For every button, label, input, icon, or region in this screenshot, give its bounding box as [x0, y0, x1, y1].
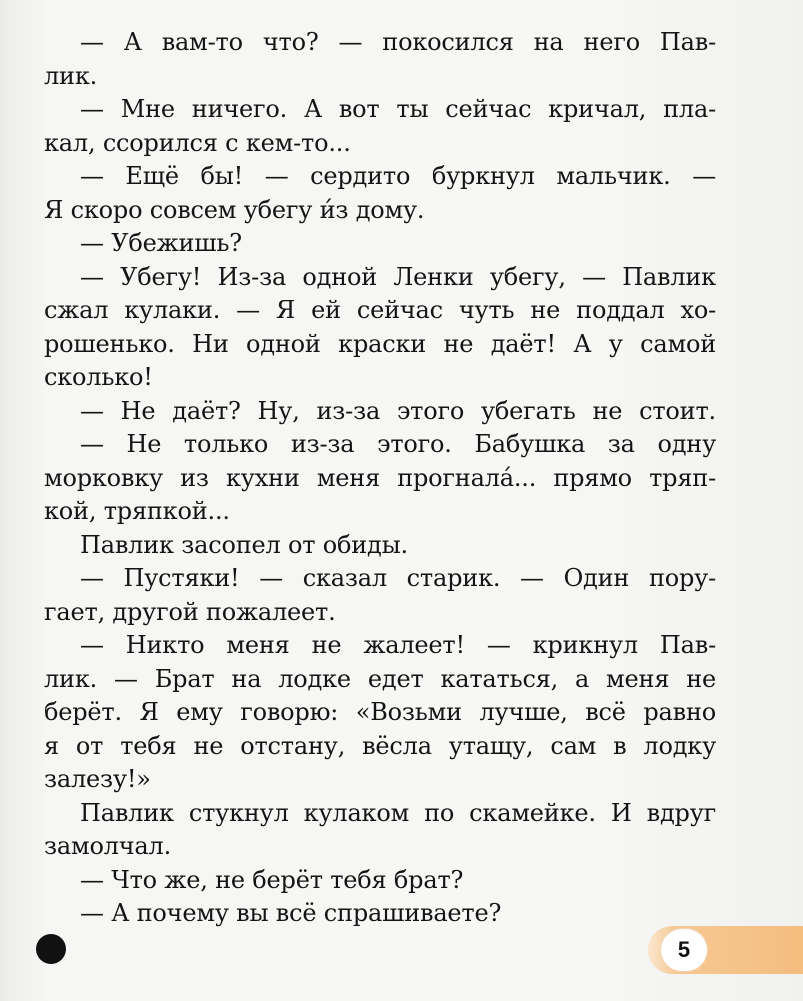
text-line: кал, ссорился с кем-то...: [44, 128, 351, 157]
text-line: — А вам-то что? — покосился на него Пав-: [80, 28, 716, 56]
text-line: гает, другой пожалеет.: [44, 597, 336, 626]
text-line: сколько!: [44, 363, 153, 391]
bullet-dot-icon: [36, 934, 66, 964]
text-line: — Не даёт? Ну, из-за этого убегать не стоит.: [80, 396, 716, 425]
text-line: я от тебя не отстану, вёсла утащу, сам в лодку: [44, 731, 716, 760]
text-line: лик. — Брат на лодке едет кататься, а меня не: [44, 664, 716, 693]
text-line: — Ещё бы! — сердито буркнул мальчик. —: [80, 162, 716, 190]
text-line: Павлик стукнул кулаком по скамейке. И вдруг: [80, 798, 716, 827]
text-line: — Мне ничего. А вот ты сейчас кричал, пла-: [80, 95, 716, 123]
text-line: — Не только из-за этого. Бабушка за одну: [80, 430, 716, 458]
text-line: замолчал.: [44, 832, 172, 860]
text-line: — А почему вы всё спрашиваете?: [80, 899, 502, 927]
text-line: — Убежишь?: [80, 229, 242, 257]
text-line: берёт. Я ему говорю: «Возьми лучше, всё равно: [44, 698, 716, 726]
text-line: Павлик засопел от обиды.: [80, 530, 408, 559]
text-line: — Пустяки! — сказал старик. — Один пору-: [80, 564, 716, 592]
text-line: рошенько. Ни одной краски не даёт! А у самой: [44, 329, 716, 358]
story-text: [44, 26, 716, 931]
text-line: — Никто меня не жалеет! — крикнул Пав-: [80, 631, 716, 659]
text-line: лик.: [44, 61, 98, 90]
text-line: залезу!»: [44, 765, 151, 793]
page-number: 5: [661, 929, 707, 971]
text-line: кой, тряпкой...: [44, 497, 230, 525]
text-line: морковку из кухни меня прогнала́... прямо тряп-: [44, 463, 716, 492]
text-line: — Что же, не берёт тебя брат?: [80, 865, 464, 894]
text-line: — Убегу! Из-за одной Ленки убегу, — Павлик: [80, 262, 716, 291]
text-line: Я скоро совсем убегу и́з дому.: [44, 195, 425, 224]
text-line: сжал кулаки. — Я ей сейчас чуть не поддал хо-: [44, 296, 716, 324]
